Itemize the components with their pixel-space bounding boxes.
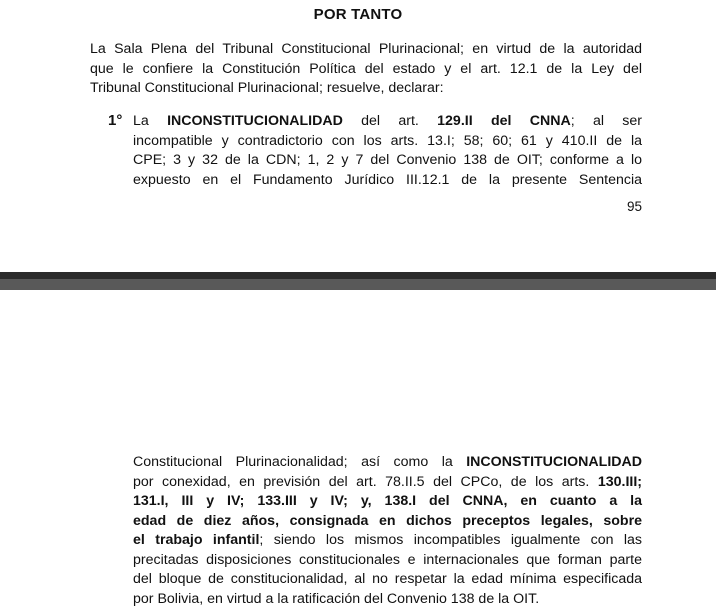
- page-number: 95: [600, 199, 642, 214]
- page-break-divider: [0, 272, 716, 290]
- continuation-line: [133, 473, 642, 493]
- continuation-line: edad de diez años, consignada en dichos preceptos legales, sobre: [133, 512, 642, 532]
- continuation-text: Constitucional Plurinacionalidad; así como la: [133, 454, 466, 470]
- continuation-text: ; siendo los mismos incompatibles igualmente con las: [259, 532, 642, 548]
- continuation-text: por conexidad, en previsión del art. 78.II.5 del CPCo, de los arts.: [133, 474, 598, 490]
- resolution-item-number: 1°: [108, 112, 122, 129]
- item-bold-text: 129.II del CNNA: [437, 113, 571, 129]
- item-bold-text: INCONSTITUCIONALIDAD: [167, 113, 343, 129]
- continuation-line: precitadas disposiciones constitucionales e internacionales que forman parte: [133, 551, 642, 571]
- continuation-bold-text: el trabajo infantil: [133, 532, 259, 548]
- item-line: incompatible y contradictorio con los arts. 13.I; 58; 60; 61 y 410.II de la: [133, 132, 642, 152]
- continuation-line: por Bolivia, en virtud a la ratificación del Convenio 138 de la OIT.: [133, 590, 642, 609]
- intro-line: Tribunal Constitucional Plurinacional; resuelve, declarar:: [90, 79, 642, 99]
- item-line: expuesto en el Fundamento Jurídico III.12.1 de la presente Sentencia: [133, 171, 642, 191]
- item-text: del art.: [343, 113, 437, 129]
- section-heading: POR TANTO: [0, 6, 716, 23]
- intro-line: que le confiere la Constitución Política del estado y el art. 12.1 de la Ley del: [90, 60, 642, 80]
- intro-paragraph: [90, 40, 642, 99]
- item-line: [133, 112, 642, 132]
- item-text: ; al ser: [571, 113, 642, 129]
- item-line: CPE; 3 y 32 de la CDN; 1, 2 y 7 del Convenio 138 de OIT; conforme a lo: [133, 151, 642, 171]
- continuation-line: 131.I, III y IV; 133.III y IV; y, 138.I del CNNA, en cuanto a la: [133, 492, 642, 512]
- continuation-line: [133, 531, 642, 551]
- continuation-paragraph: [133, 453, 642, 609]
- continuation-bold-text: 130.III;: [598, 474, 642, 490]
- continuation-line: del bloque de constitucionalidad, al no respetar la edad mínima especificada: [133, 570, 642, 590]
- continuation-line: [133, 453, 642, 473]
- resolution-item-text: [133, 112, 642, 190]
- document-page-top: [0, 0, 716, 272]
- continuation-bold-text: INCONSTITUCIONALIDAD: [466, 454, 642, 470]
- item-text: La: [133, 113, 167, 129]
- intro-line: La Sala Plena del Tribunal Constitucional Plurinacional; en virtud de la autoridad: [90, 40, 642, 60]
